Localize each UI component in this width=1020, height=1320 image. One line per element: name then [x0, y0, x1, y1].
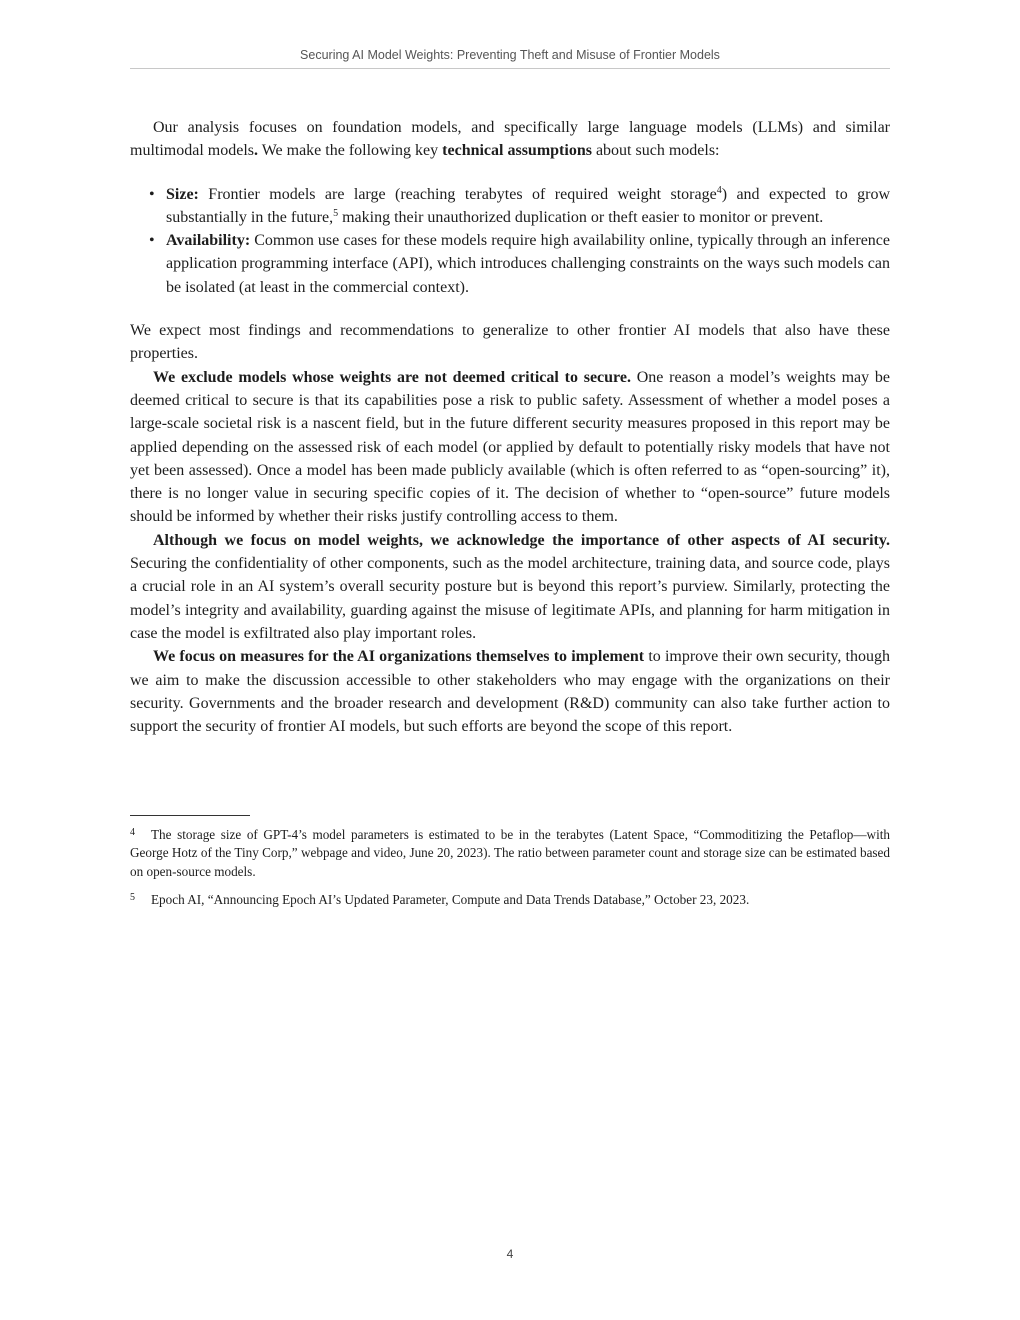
- running-header: Securing AI Model Weights: Preventing Theft and Misuse of Frontier Models: [300, 48, 720, 62]
- assumption-list: [130, 183, 890, 299]
- list-item: [130, 183, 890, 230]
- footnote-ref[interactable]: 4: [716, 184, 722, 196]
- page-number: 4: [506, 1247, 514, 1261]
- list-item: [130, 229, 890, 299]
- paragraph: [130, 366, 890, 529]
- paragraph-text: to improve their own security, though we aim to make the discussion accessible to other stakeholders who may engage with the organizations on their security. Governments and the broader research and development (R&D) community can also take further action to support the security of frontier AI models, but such efforts are beyond the scope of this report.: [130, 648, 891, 736]
- intro-period: .: [254, 142, 258, 160]
- paragraph-text: We expect most findings and recommendations to generalize to other frontier AI models that also have these properties.: [130, 322, 890, 363]
- paragraph-text: One reason a model’s weights may be deemed critical to secure is that its capabilities pose a risk to public safety. Assessment of whether a model poses a large-scale societal risk is a nascent field, but in the future different security measures proposed in this report may be applied depending on the assessed risk of each model (or applied by default to potentially risky models that have not yet been assessed). Once a model has been made publicly available (which is often referred to as “open-sourcing” it), there is no longer value in securing specific copies of it. The decision of whether to “open-source” future models should be informed by whether their risks justify controlling access to them.: [130, 368, 890, 526]
- paragraph: [130, 645, 890, 738]
- intro-paragraph: [130, 116, 890, 163]
- bullet-term: Availability:: [166, 232, 251, 250]
- bullet-term: Size:: [166, 185, 199, 203]
- bullet-text: Common use cases for these models require high availability online, typically through an inference application programming interface (API), which introduces challenging constraints on the ways such models can be isolated (at least in the commercial context).: [166, 232, 890, 296]
- footnote-mark: 5: [130, 891, 135, 903]
- paragraph-text: Securing the confidentiality of other components, such as the model architecture, training data, and source code, plays a crucial role in an AI system’s overall security posture but is beyond this report’s purview. Similarly, protecting the model’s integrity and availability, guarding against the misuse of legitimate APIs, and planning for harm mitigation in case the model is exfiltrated also play important roles.: [130, 555, 890, 642]
- bullet-text: ) and expected to grow substantially in the future,: [166, 185, 891, 226]
- footnote-mark: 4: [130, 827, 135, 838]
- footnote-divider: [130, 815, 250, 816]
- footnote-text: Epoch AI, “Announcing Epoch AI’s Updated Parameter, Compute and Data Trends Database,” October 23, 2023.: [151, 891, 750, 907]
- footnote-ref[interactable]: 5: [333, 207, 339, 219]
- intro-text-2: We make the following key: [258, 142, 443, 160]
- bullet-text: making their unauthorized duplication or theft easier to monitor or prevent.: [338, 208, 824, 226]
- footnote-text: The storage size of GPT-4’s model parameters is estimated to be in the terabytes (Latent Space, “Commoditizing the Petaflop—with George Hotz of the Tiny Corp,” webpage and video, June 20, 2023). The ratio between parameter count and storage size can be estimated based on open-source models.: [130, 827, 890, 879]
- intro-text: Our analysis focuses on foundation models, and specifically large language models (LLMs) and similar multimodal models: [130, 119, 890, 160]
- footnote: [130, 824, 890, 881]
- header-divider: [130, 68, 890, 69]
- body-text: [130, 116, 890, 738]
- intro-bold: technical assumptions: [442, 142, 592, 160]
- paragraph-lead: We exclude models whose weights are not deemed critical to secure.: [153, 368, 631, 386]
- footnotes: [130, 824, 890, 917]
- paragraph-lead: We focus on measures for the AI organizations themselves to implement: [153, 648, 645, 666]
- footnote: [130, 889, 890, 909]
- intro-text-3: about such models:: [591, 142, 720, 160]
- bullet-text: Frontier models are large (reaching terabytes of required weight storage: [198, 185, 717, 203]
- paragraph: [130, 319, 890, 366]
- paragraph: [130, 529, 890, 645]
- paragraph-lead: Although we focus on model weights, we acknowledge the importance of other aspects of AI security.: [153, 531, 890, 549]
